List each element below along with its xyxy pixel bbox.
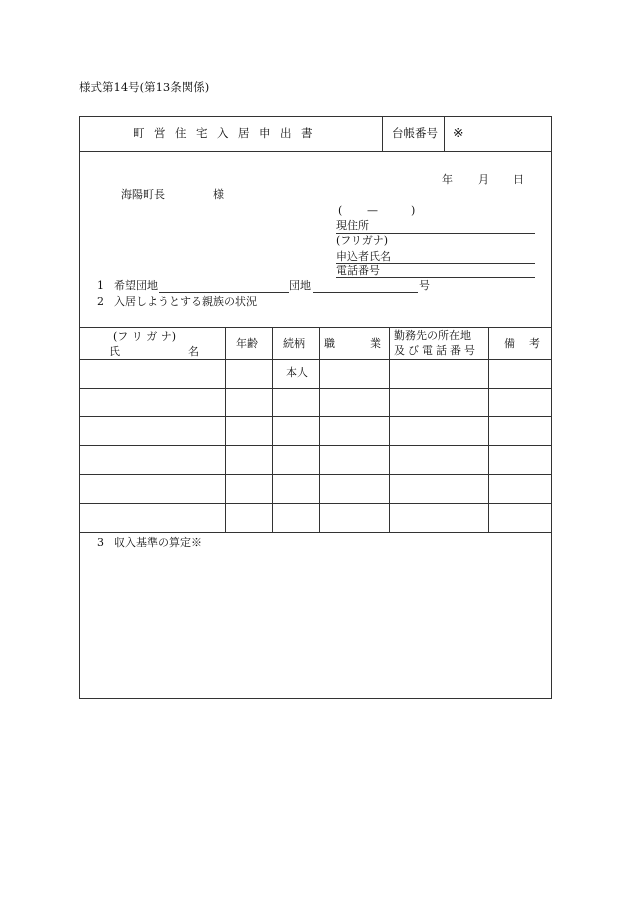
divider (80, 474, 551, 475)
divider (272, 327, 273, 532)
relation-cell-self: 本人 (286, 366, 308, 379)
day-label: 日 (513, 173, 524, 186)
notes-column-header: 備 (504, 337, 515, 350)
divider (80, 445, 551, 446)
unit-suffix-label: 号 (419, 279, 430, 292)
name-column-header: 氏 (109, 345, 120, 358)
item-3-number: 3 (97, 536, 104, 549)
name-column-header: 名 (188, 345, 199, 358)
item-1-number: 1 (97, 279, 104, 292)
divider (80, 416, 551, 417)
divider (389, 327, 390, 532)
postal-open: ( (338, 204, 343, 217)
form-title: 町営住宅入居申出書 (133, 126, 322, 140)
divider (382, 117, 383, 151)
desired-complex-field[interactable] (159, 292, 289, 293)
addressee-name: 海陽町長 (121, 188, 165, 201)
divider (319, 327, 320, 532)
notes-column-header: 考 (529, 337, 540, 350)
furigana-label: (フリガナ) (336, 234, 389, 247)
divider (225, 327, 226, 532)
unit-number-field[interactable] (313, 292, 418, 293)
divider (80, 532, 551, 533)
relation-column-header: 続柄 (283, 337, 305, 350)
family-status-label: 入居しようとする親族の状況 (114, 295, 257, 308)
furigana-column-header: (フ リ ガ ナ) (113, 330, 177, 343)
occupation-column-header: 職 (324, 337, 335, 350)
desired-complex-label: 希望団地 (114, 279, 158, 292)
phone-label: 電話番号 (336, 264, 380, 277)
divider (444, 117, 445, 151)
year-label: 年 (442, 173, 453, 186)
divider (80, 388, 551, 389)
application-form (79, 116, 552, 699)
address-label: 現住所 (336, 219, 369, 232)
ledger-number-label: 台帳番号 (392, 126, 438, 140)
divider (80, 359, 551, 360)
divider (488, 327, 489, 532)
workplace-column-header: 及び電話番号 (394, 344, 478, 357)
applicant-name-label: 申込者氏名 (336, 250, 391, 263)
month-label: 月 (478, 173, 489, 186)
age-column-header: 年齢 (236, 337, 258, 350)
divider (80, 503, 551, 504)
item-2-number: 2 (97, 295, 104, 308)
divider (80, 327, 551, 328)
occupation-column-header: 業 (370, 337, 381, 350)
postal-dash: — (367, 204, 378, 217)
complex-label: 団地 (289, 279, 311, 292)
ledger-number-field[interactable]: ※ (453, 125, 464, 140)
postal-close: ) (411, 204, 416, 217)
workplace-column-header: 勤務先の所在地 (394, 329, 471, 342)
income-criteria-label: 収入基準の算定※ (114, 536, 202, 549)
divider (80, 151, 551, 152)
addressee-honorific: 様 (213, 188, 224, 201)
phone-field[interactable] (336, 277, 535, 278)
form-number: 様式第14号(第13条関係) (79, 80, 210, 94)
